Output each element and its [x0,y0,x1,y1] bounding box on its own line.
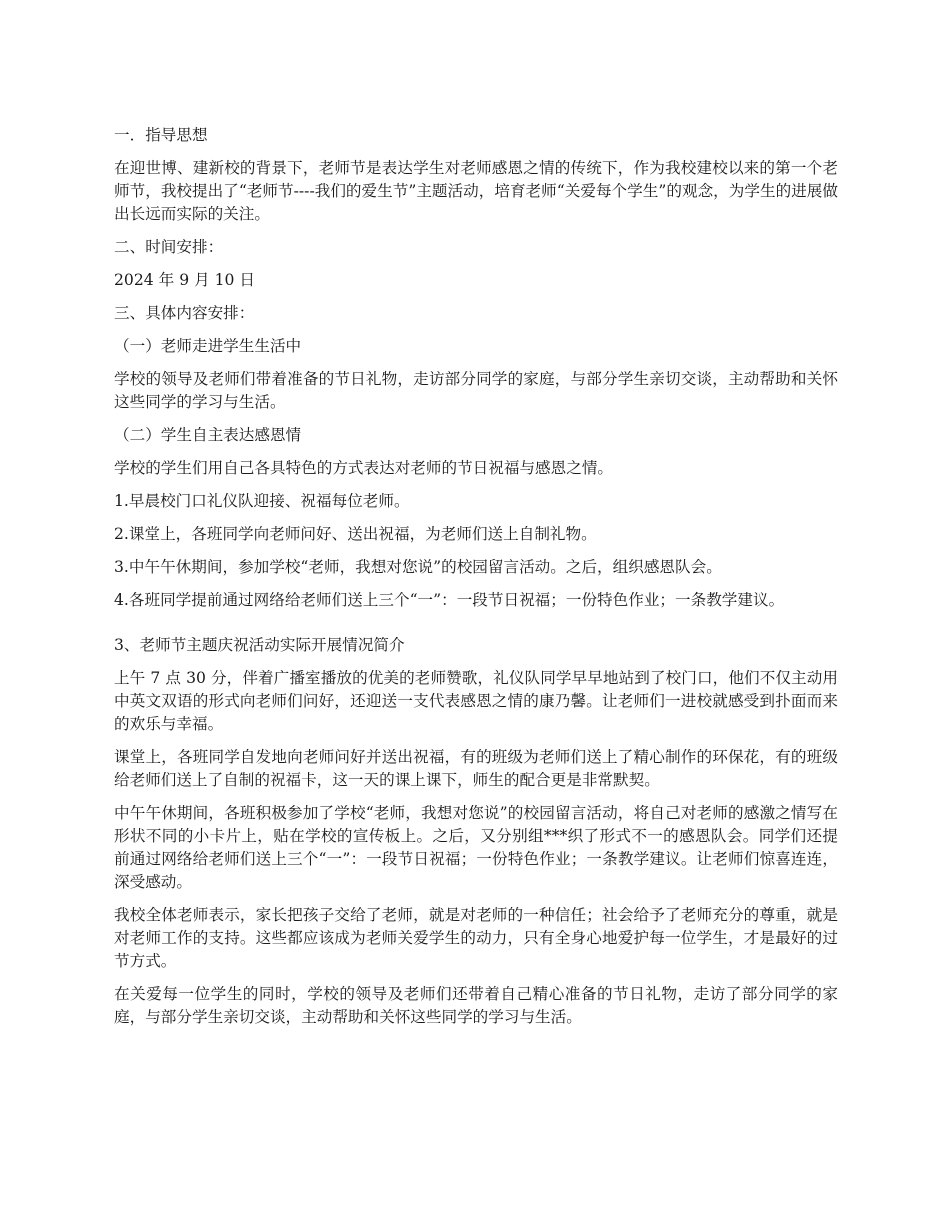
section-heading-summary: 3、老师节主题庆祝活动实际开展情况简介 [114,636,405,654]
paragraph-classroom: 课堂上，各班同学自发地向老师问好并送出祝福，有的班级为老师们送上了精心制作的环保花，有的班级给老师们送上了自制的祝福卡，这一天的课上课下，师生的配合更是非常默契。 [114,748,838,789]
paragraph-noon: 中午午休期间，各班积极参加了学校“老师，我想对您说”的校园留言活动，将自己对老师的感激之情写在形状不同的小卡片上，贴在学校的宣传板上。之后，又分别组***织了形式不一的感恩队会。同学们还提前通过网络给老师们送上三个“一”：一段节日祝福；一份特色作业；一条教学建议。让老师们惊喜连连，深受感动。 [114,804,838,891]
spacer [114,622,838,634]
section-heading-content: 三、具体内容安排： [114,304,255,322]
list-item-1: 1.早晨校门口礼仪队迎接、祝福每位老师。 [114,492,410,510]
section-heading-guiding-idea: 一．指导思想 [114,126,208,144]
paragraph-date: 2024 年 9 月 10 日 [114,271,256,289]
section-heading-schedule: 二、时间安排： [114,238,224,256]
paragraph-morning: 上午 7 点 30 分，伴着广播室播放的优美的老师赞歌，礼仪队同学早早地站到了校门口，他们不仅主动用中英文双语的形式向老师们问好，还迎送一支代表感恩之情的康乃馨。让老师们一进校就感受到扑面而来的欢乐与幸福。 [114,669,838,733]
paragraph-student-gratitude: 学校的学生们用自己各具特色的方式表达对老师的节日祝福与感恩之情。 [114,459,614,477]
list-item-4: 4.各班同学提前通过网络给老师们送上三个“一”：一段节日祝福；一份特色作业；一条教学建议。 [114,591,785,609]
list-item-2: 2.课堂上，各班同学向老师问好、送出祝福，为老师们送上自制礼物。 [114,525,597,543]
paragraph-guiding-idea: 在迎世博、建新校的背景下，老师节是表达学生对老师感恩之情的传统下，作为我校建校以来的第一个老师节，我校提出了“老师节----我们的爱生节”主题活动，培育老师“关爱每个学生”的观念，为学生的进展做出长远而实际的关注。 [114,159,838,223]
list-item-3: 3.中午午休期间，参加学校“老师，我想对您说”的校园留言活动。之后，组织感恩队会。 [114,558,722,576]
paragraph-home-visits: 在关爱每一位学生的同时，学校的领导及老师们还带着自己精心准备的节日礼物，走访了部分同学的家庭，与部分学生亲切交谈，主动帮助和关怀这些同学的学习与生活。 [114,985,838,1026]
subheading-student-gratitude: （二）学生自主表达感恩情 [114,426,302,444]
paragraph-teachers-statement: 我校全体老师表示，家长把孩子交给了老师，就是对老师的一种信任；社会给予了老师充分的尊重，就是对老师工作的支持。这些都应该成为老师关爱学生的动力，只有全身心地爱护每一位学生，才是最好的过节方式。 [114,906,838,970]
paragraph-teachers-visit: 学校的领导及老师们带着准备的节日礼物，走访部分同学的家庭，与部分学生亲切交谈，主动帮助和关怀这些同学的学习与生活。 [114,370,838,411]
subheading-teachers-visit: （一）老师走进学生生活中 [114,337,302,355]
